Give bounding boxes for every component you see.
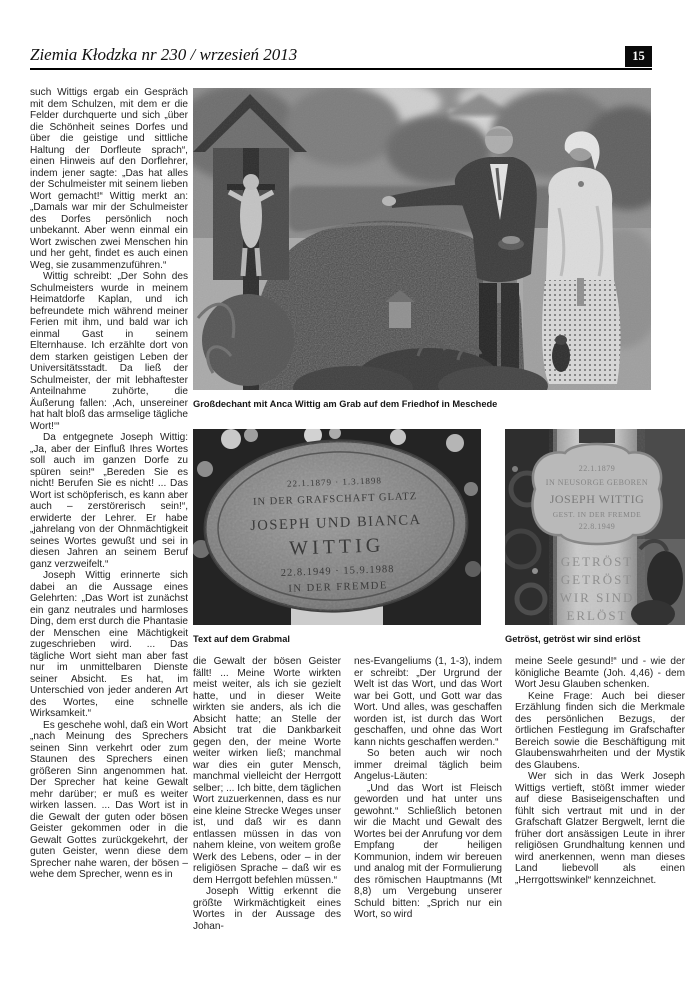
cross-line: GETRÖST [560, 554, 634, 569]
photo2-caption: Text auf dem Grabmal [193, 634, 290, 644]
article-paragraph: Joseph Wittig erinnerte sich dabei an die Aussage eines Gelehrten: „Das Wort ist zunächst ein ganz neutrales und harmloses Ding, dem erst durch die Phantasie der Menschen eine Mächtigkeit zugeschrieben wird. ... Das tägliche Wort sieht man aber fast nur im unmittelbaren Dienste seiner Absicht. Es hat, im Unterschied von jeder anderen Art des Wortes, eine schnelle Wirksamkeit.“ [30, 570, 188, 719]
article-paragraph: „Und das Wort ist Fleisch geworden und hat unter uns gewohnt.“ Schließlich betonen wir die Macht und Gewalt des Wortes bei der Anrufung vor dem Empfang der heiligen Kommunion, indem wir bereuen und analog mit der Formulierung des römischen Hauptmanns (Mt 8,8) um Vergebung unserer Schuld bitten: „Sprich nur ein Wort, so wird [354, 782, 502, 920]
plaque-line: IN DER GRAFSCHAFT GLATZ [252, 491, 418, 508]
page-header [30, 38, 652, 70]
bottom-column-2 [354, 656, 502, 968]
article-left-column [30, 87, 188, 967]
article-paragraph: Wer sich in das Werk Joseph Wittigs vertieft, stößt immer wieder auf diese Basiseigenschaften und fühlt sich vertraut mit und in der Grafschaft Glatzer Bergwelt, lernt die früher dort ansässigen Leute in ihrer religiösen Grundhaltung kennen und wird anerkennen, wenn man dieses Land liebevoll als einen „Herrgottswinkel“ kennzeichnet. [515, 771, 685, 886]
article-bottom-columns [193, 656, 685, 968]
plaque-line: 22.8.1949 · 15.9.1988 [280, 563, 395, 579]
cross-line: GETRÖST [560, 572, 634, 587]
article-paragraph: Joseph Wittig erkennt die größte Wirkmächtigkeit eines Wortes in der Aussage des Johan- [193, 886, 341, 932]
article-paragraph: Es geschehe wohl, daß ein Wort „nach Meinung des Sprechers seinen Sinn verkehrt oder zum Staunen des Sprechers einen größeren Sinn angenommen hat. Der Sprecher hat keine Gewalt mehr darüber; er muß es weiter wirken lassen. ... Das Wort ist in die Gewalt der guten oder bösen Geister gekommen oder in die Gewalt Gottes zurückgekehrt, der guten Geister, wenn diese dem Sprecher nahe waren, der bösen – wehe dem Sprecher, wenn es in [30, 719, 188, 880]
article-paragraph: So beten auch wir noch immer dreimal täglich beim Angelus-Läuten: [354, 748, 502, 782]
cross-line: WIR SIND [559, 590, 635, 605]
article-paragraph: meine Seele gesund!“ und - wie der königliche Beamte (Joh. 4,46) - dem Wort Jesu Glauben schenken. [515, 656, 685, 690]
article-paragraph: such Wittigs ergab ein Gespräch mit dem Schulzen, mit dem er die Felder durchquerte und sich „über die Schönheit seines Dorfes und über die geistige und sittliche Haltung der Dorfleute sprach“, einen Hinweis auf den Dorflehrer, indem jener sagte: „Das hat alles der Schulmeister mit seinem lieben Wort gemacht!“ Wittig merkt an: „Damals war mir der Schulmeister des Dorfes persönlich noch unbekannt. Aber wenn einmal ein Wort zwischen zwei Menschen hin und her geht, findet es auch einen Weg, sie zusammenzuführen.“ [30, 87, 188, 271]
journal-title: Ziemia Kłodzka nr 230 / wrzesień 2013 [30, 45, 298, 64]
photo3-top-plaque [533, 444, 662, 544]
cross-plaque-line: 22.1.1879 [578, 464, 616, 473]
article-paragraph: die Gewalt der bösen Geister fällt! ... Meine Worte wirkten meist weiter, als ich sie gezielt hatte, und in dieser Weite wirkten sie anders, als ich die Absicht hatte; an Stelle der Absicht trat die Dankbarkeit gegen den, der meine Worte weiter wirken ließ; manchmal war dies ein guter Mensch, manchmal vielleicht der Herrgott selber; ... Ich bitte, dem täglichen Wort zuzuerkennen, dass es nur eine kleine Strecke Weges unser ist, und daß wir es dann entlassen müssen in das von nahem kleine, von weitem große Werk des Lebens, oder – in der religiösen Sprache – daß wir es dem Herrgott befehlen müssen.“ [193, 656, 341, 886]
photo3-caption: Getröst, getröst wir sind erlöst [505, 634, 641, 644]
cross-plaque-line: 22.8.1949 [578, 522, 616, 531]
bottom-column-3 [515, 656, 685, 968]
plaque-line: IN DER FREMDE [288, 580, 389, 595]
cross-plaque-line: JOSEPH WITTIG [549, 492, 645, 506]
article-paragraph: Keine Frage: Auch bei dieser Erzählung finden sich die Merkmale des persönlichen Bezugs, der örtlichen Festlegung im Grafschafter Bereich sowie die Beschäftigung mit Glaubenswahrheiten und der Mystik des Glaubens. [515, 690, 685, 771]
cross-line: ERLÖST [566, 608, 628, 623]
plaque-line: 22.1.1879 · 1.3.1898 [286, 475, 383, 489]
photo-grave-cross [505, 429, 685, 625]
article-paragraph: Wittig schreibt: „Der Sohn des Schulmeisters wurde in meinem Heimatdorfe Kaplan, und ich befreundete mich während meiner Ferien mit ihm, und bald war ich einmal Gast in seinem Elternhause. Ich erzählte dort von dem starken geistigen Leben der Universitätsstadt. Da ließ der Schulmeister, der mit lebhaftester Anteilnahme zuhörte, die Äußerung fallen: ‚Ach, unsereiner hat halt bloß das armselige tägliche Wort!‘“ [30, 271, 188, 432]
plaque-line: WITTIG [288, 534, 385, 560]
photo-grave-plaque [193, 429, 481, 625]
photo1-grain-overlay [193, 88, 651, 390]
article-paragraph: nes-Evangeliums (1, 1-3), indem er schreibt: „Der Urgrund der Welt ist das Wort, und das Wort war bei Gott, und Gott war das Wort. Und alles, was geschaffen worden ist, ist durch das Wort geschaffen, und ohne das Wort kann nichts geschaffen werden.“ [354, 656, 502, 748]
bottom-column-1 [193, 656, 341, 968]
article-paragraph: Da entgegnete Joseph Wittig: „Ja, aber der Einfluß Ihres Wortes soll auch im ganzen Dorfe zu spüren sein!“ „Bereden Sie es nicht! Berufen Sie es nicht! ... Das Wort ist schöpferisch, es kann aber auch – zerstörerisch sein!“, erwiderte der Lehrer. Er habe „jahrelang von der Ohnmächtigkeit seines Wortes gewußt und sei in diesen Jahren an seinem Beruf ganz verzweifelt.“ [30, 432, 188, 570]
photo1-caption: Großdechant mit Anca Wittig am Grab auf dem Friedhof in Meschede [193, 399, 498, 409]
page-number-badge: 15 [625, 46, 652, 67]
cross-plaque-line: GEST. IN DER FREMDE [552, 510, 642, 519]
photo-grave-visit-meschede [193, 88, 651, 390]
plaque-line: JOSEPH UND BIANCA [250, 512, 422, 534]
cross-plaque-line: IN NEUSORGE GEBOREN [545, 478, 649, 487]
